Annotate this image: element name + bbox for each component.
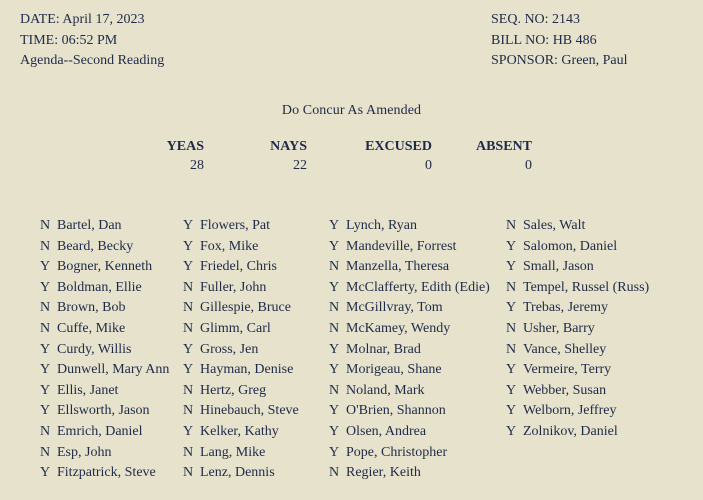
legislator-row — [329, 298, 490, 319]
vote-mark: N — [329, 382, 340, 398]
legislator-row — [506, 216, 649, 237]
legislator-row — [183, 381, 299, 402]
legislator-name: Lenz, Dennis — [200, 465, 275, 481]
vote-mark: N — [183, 279, 194, 295]
legislator-name: Webber, Susan — [523, 382, 607, 398]
vote-mark: N — [40, 423, 51, 439]
vote-mark: Y — [40, 403, 51, 419]
vote-mark: N — [40, 218, 51, 233]
legislator-name: Salomon, Daniel — [523, 238, 618, 254]
vote-mark: Y — [183, 362, 194, 378]
header-left — [20, 10, 164, 72]
legislator-row — [40, 319, 169, 340]
legislator-row — [183, 278, 299, 299]
vote-mark: Y — [40, 279, 51, 295]
legislator-name: McKamey, Wendy — [346, 320, 451, 336]
vote-mark: Y — [506, 259, 517, 275]
vote-mark: Y — [506, 403, 517, 419]
legislator-name: Beard, Becky — [57, 238, 134, 254]
vote-mark: Y — [506, 300, 517, 316]
legislator-row — [506, 298, 649, 319]
legislator-name: Brown, Bob — [57, 300, 126, 316]
vote-mark: Y — [329, 279, 340, 295]
legislator-row — [329, 278, 490, 299]
bill-line: BILL NO: HB 486 — [491, 32, 597, 48]
legislator-name: Flowers, Pat — [200, 218, 270, 233]
legislator-name: Sales, Walt — [523, 218, 586, 233]
vote-mark: Y — [183, 341, 194, 357]
legislator-row — [506, 278, 649, 299]
legislator-name: Tempel, Russel (Russ) — [523, 279, 650, 295]
legislator-row — [40, 257, 169, 278]
vote-mark: Y — [40, 259, 51, 275]
legislator-name: Friedel, Chris — [200, 259, 277, 275]
legislator-name: Lang, Mike — [200, 444, 266, 460]
tally-label: EXCUSED — [365, 139, 432, 154]
roll-column-3 — [329, 216, 490, 484]
vote-mark: Y — [40, 382, 51, 398]
sponsor-line: SPONSOR: Green, Paul — [491, 53, 628, 68]
legislator-row — [40, 422, 169, 443]
legislator-row — [183, 422, 299, 443]
legislator-row — [40, 463, 169, 484]
legislator-row — [506, 319, 649, 340]
legislator-name: Vance, Shelley — [523, 341, 607, 357]
motion-title: Do Concur As Amended — [281, 103, 422, 118]
legislator-name: Morigeau, Shane — [346, 362, 442, 378]
tally-label: YEAS — [166, 139, 204, 154]
legislator-name: Esp, John — [57, 444, 112, 460]
legislator-row — [183, 443, 299, 464]
vote-mark: N — [40, 300, 51, 316]
vote-mark: N — [183, 382, 194, 398]
tally-label: ABSENT — [475, 139, 532, 154]
legislator-row — [40, 360, 169, 381]
legislator-row — [40, 401, 169, 422]
vote-mark: N — [183, 300, 194, 316]
legislator-name: Small, Jason — [523, 259, 594, 275]
legislator-name: McClafferty, Edith (Edie) — [346, 279, 490, 295]
legislator-name: Bartel, Dan — [57, 218, 122, 233]
legislator-name: Fitzpatrick, Steve — [57, 465, 156, 481]
legislator-row — [506, 237, 649, 258]
vote-mark: Y — [506, 382, 517, 398]
vote-mark: Y — [329, 362, 340, 378]
legislator-row — [329, 319, 490, 340]
roll-column-1 — [40, 216, 169, 484]
legislator-row — [183, 360, 299, 381]
tally-value: 28 — [190, 158, 204, 173]
tally-value: 0 — [525, 158, 532, 173]
vote-mark: Y — [506, 423, 517, 439]
vote-mark: Y — [506, 362, 517, 378]
agenda-line: Agenda--Second Reading — [20, 53, 165, 68]
vote-mark: Y — [40, 465, 51, 481]
legislator-name: Manzella, Theresa — [346, 259, 450, 275]
legislator-row — [183, 340, 299, 361]
legislator-row — [329, 443, 490, 464]
legislator-name: Vermeire, Terry — [523, 362, 612, 378]
legislator-name: Curdy, Willis — [57, 341, 132, 357]
legislator-row — [329, 237, 490, 258]
vote-mark: Y — [183, 259, 194, 275]
legislator-name: Welborn, Jeffrey — [523, 403, 617, 419]
tally-value: 0 — [425, 158, 432, 173]
legislator-name: Noland, Mark — [346, 382, 425, 398]
legislator-row — [40, 216, 169, 237]
vote-mark: Y — [40, 341, 51, 357]
vote-mark: N — [506, 279, 517, 295]
legislator-name: Olsen, Andrea — [346, 423, 427, 439]
vote-mark: N — [506, 341, 517, 357]
vote-mark: N — [183, 465, 194, 481]
legislator-row — [183, 257, 299, 278]
vote-mark: N — [506, 320, 517, 336]
roll-column-4 — [506, 216, 649, 443]
tally-value: 22 — [293, 158, 307, 173]
vote-mark: N — [183, 444, 194, 460]
legislator-row — [329, 216, 490, 237]
legislator-row — [506, 381, 649, 402]
vote-mark: Y — [329, 218, 340, 233]
legislator-row — [329, 422, 490, 443]
legislator-name: Cuffe, Mike — [57, 320, 126, 336]
legislator-name: O'Brien, Shannon — [346, 403, 446, 419]
legislator-row — [40, 298, 169, 319]
legislator-row — [329, 463, 490, 484]
tally-absent — [472, 137, 532, 175]
legislator-row — [183, 319, 299, 340]
vote-mark: N — [506, 218, 517, 233]
legislator-name: Gillespie, Bruce — [200, 300, 291, 316]
legislator-name: McGillvray, Tom — [346, 300, 443, 316]
legislator-name: Regier, Keith — [346, 465, 421, 481]
legislator-name: Emrich, Daniel — [57, 423, 143, 439]
legislator-row — [183, 237, 299, 258]
tally-label: NAYS — [270, 139, 307, 154]
vote-mark: N — [40, 444, 51, 460]
vote-mark: N — [183, 403, 194, 419]
vote-tally — [0, 137, 703, 187]
vote-mark: Y — [329, 423, 340, 439]
legislator-row — [40, 278, 169, 299]
vote-mark: N — [40, 238, 51, 254]
legislator-name: Gross, Jen — [200, 341, 259, 357]
vote-mark: Y — [506, 238, 517, 254]
legislator-row — [506, 340, 649, 361]
vote-mark: Y — [329, 403, 340, 419]
tally-yeas — [163, 137, 204, 175]
legislator-row — [183, 216, 299, 237]
tally-excused — [360, 137, 432, 175]
legislator-row — [506, 257, 649, 278]
legislator-name: Kelker, Kathy — [200, 423, 279, 439]
legislator-name: Boldman, Ellie — [57, 279, 142, 295]
legislator-name: Hinebauch, Steve — [200, 403, 299, 419]
vote-mark: N — [329, 320, 340, 336]
vote-mark: N — [183, 320, 194, 336]
legislator-row — [329, 257, 490, 278]
date-line: DATE: April 17, 2023 — [20, 12, 145, 27]
legislator-row — [40, 443, 169, 464]
seq-line: SEQ. NO: 2143 — [491, 12, 581, 27]
legislator-name: Lynch, Ryan — [346, 218, 417, 233]
legislator-row — [329, 401, 490, 422]
legislator-name: Glimm, Carl — [200, 320, 271, 336]
legislator-name: Ellsworth, Jason — [57, 403, 150, 419]
legislator-row — [329, 340, 490, 361]
legislator-name: Molnar, Brad — [346, 341, 421, 357]
legislator-name: Hertz, Greg — [200, 382, 267, 398]
time-line: TIME: 06:52 PM — [20, 32, 118, 48]
legislator-row — [40, 237, 169, 258]
legislator-row — [506, 422, 649, 443]
legislator-name: Bogner, Kenneth — [57, 259, 153, 275]
legislator-row — [183, 401, 299, 422]
legislator-row — [329, 360, 490, 381]
legislator-name: Mandeville, Forrest — [346, 238, 457, 254]
legislator-name: Fuller, John — [200, 279, 267, 295]
legislator-name: Usher, Barry — [523, 320, 595, 336]
vote-mark: N — [40, 320, 51, 336]
legislator-name: Zolnikov, Daniel — [523, 423, 618, 439]
vote-mark: Y — [183, 218, 194, 233]
vote-mark: N — [329, 465, 340, 481]
legislator-row — [506, 360, 649, 381]
legislator-row — [329, 381, 490, 402]
legislator-row — [183, 298, 299, 319]
legislator-name: Fox, Mike — [200, 238, 259, 254]
tally-nays — [265, 137, 307, 175]
vote-mark: Y — [183, 423, 194, 439]
vote-mark: Y — [329, 341, 340, 357]
roll-column-2 — [183, 216, 299, 484]
legislator-name: Pope, Christopher — [346, 444, 448, 460]
legislator-row — [40, 381, 169, 402]
legislator-row — [40, 340, 169, 361]
legislator-name: Trebas, Jeremy — [523, 300, 609, 316]
vote-mark: Y — [329, 238, 340, 254]
legislator-name: Dunwell, Mary Ann — [57, 362, 170, 378]
legislator-name: Hayman, Denise — [200, 362, 294, 378]
vote-mark: Y — [329, 444, 340, 460]
vote-mark: Y — [40, 362, 51, 378]
vote-mark: N — [329, 300, 340, 316]
legislator-row — [183, 463, 299, 484]
header-right — [491, 10, 628, 72]
vote-mark: Y — [183, 238, 194, 254]
legislator-name: Ellis, Janet — [57, 382, 119, 398]
vote-mark: N — [329, 259, 340, 275]
legislator-row — [506, 401, 649, 422]
